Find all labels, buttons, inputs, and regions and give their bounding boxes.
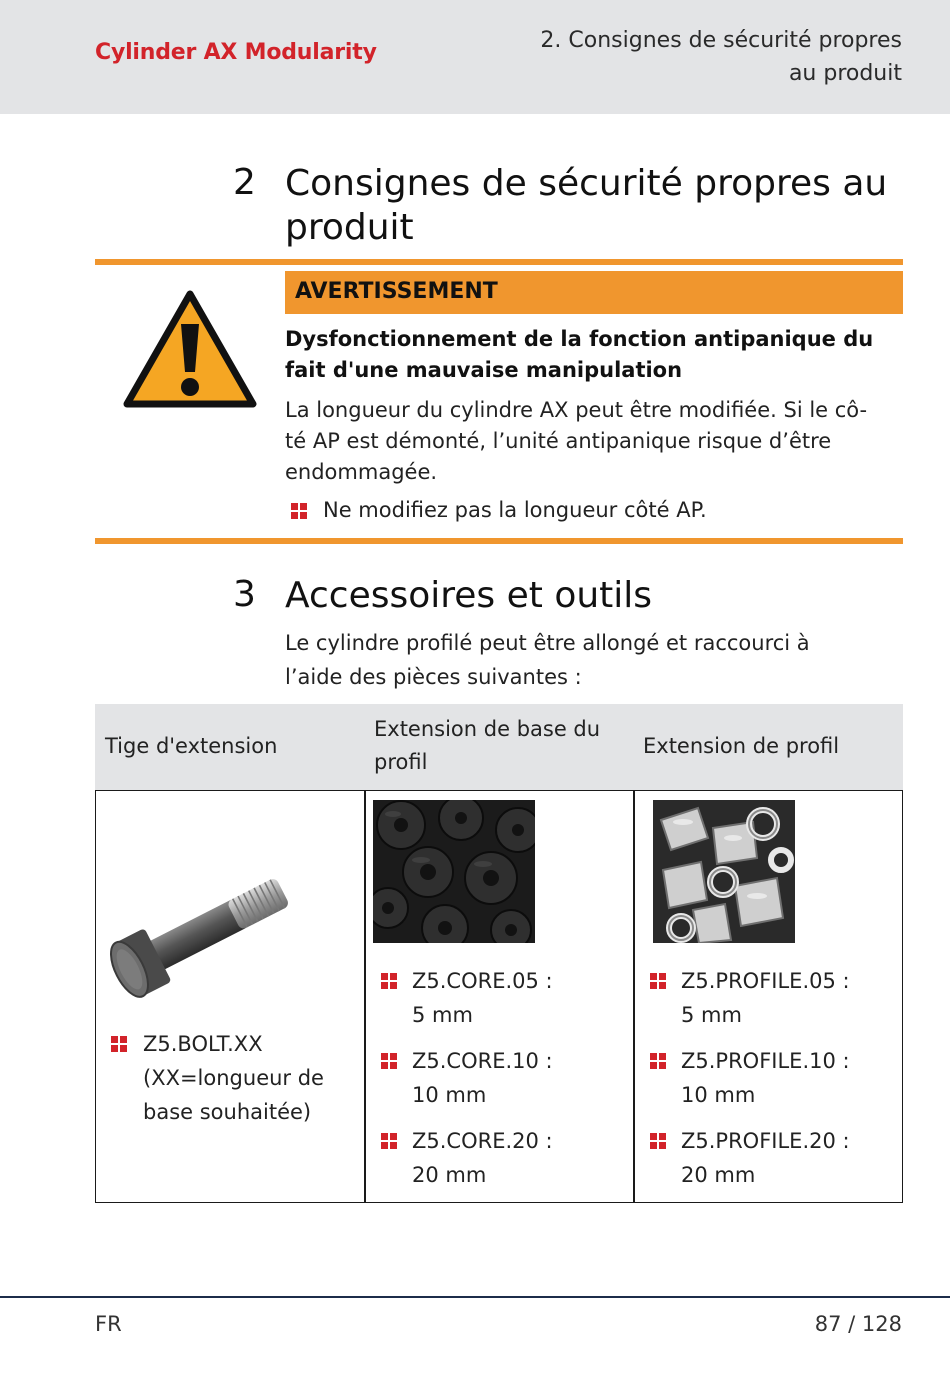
table-header-col3 xyxy=(643,730,839,763)
table-header-col1-text: Tige d'extension xyxy=(105,734,278,758)
warning-top-rule xyxy=(95,259,903,265)
warning-bottom-rule xyxy=(95,538,903,544)
item-code: Z5.CORE.10 : xyxy=(412,1049,553,1073)
core-extensions-photo xyxy=(373,800,535,943)
warning-body-line1: La longueur du cylindre AX peut être modifiée. Si le cô- xyxy=(285,398,868,422)
bullet-icon xyxy=(381,973,397,989)
section2-title xyxy=(285,162,903,250)
bullet-icon xyxy=(381,1053,397,1069)
warning-body-line3: endommagée. xyxy=(285,460,438,484)
list-item xyxy=(681,1044,850,1112)
list-item xyxy=(412,964,553,1032)
table-header-col2-line2: profil xyxy=(374,750,428,774)
warning-body-line2: té AP est démonté, l’unité antipanique risque d’être xyxy=(285,429,832,453)
bullet-icon xyxy=(650,1053,666,1069)
list-item xyxy=(143,1027,358,1129)
warning-subtitle-line2: fait d'une mauvaise manipulation xyxy=(285,358,683,382)
footer-language: FR xyxy=(95,1312,122,1336)
warning-subtitle xyxy=(285,324,903,386)
item-code: Z5.PROFILE.20 : xyxy=(681,1129,850,1153)
item-code: Z5.CORE.05 : xyxy=(412,969,553,993)
section3-intro-line2: l’aide des pièces suivantes : xyxy=(285,665,582,689)
table-header-col2 xyxy=(374,713,629,779)
bullet-icon xyxy=(650,973,666,989)
section3-intro-line1: Le cylindre profilé peut être allongé et raccourci à xyxy=(285,631,810,655)
item-length: 5 mm xyxy=(681,1003,742,1027)
bullet-icon xyxy=(381,1133,397,1149)
item-note-line1: (XX=longueur de xyxy=(143,1066,324,1090)
table-header-col2-line1: Extension de base du xyxy=(374,717,601,741)
table-divider xyxy=(633,790,635,1203)
warning-instruction: Ne modifiez pas la longueur côté AP. xyxy=(323,498,707,522)
item-note-line2: base souhaitée) xyxy=(143,1100,312,1124)
list-item xyxy=(412,1124,553,1192)
item-code: Z5.CORE.20 : xyxy=(412,1129,553,1153)
extension-bolt-image xyxy=(103,858,303,1008)
table-header-col1 xyxy=(105,730,277,763)
item-code: Z5.PROFILE.05 : xyxy=(681,969,850,993)
item-length: 5 mm xyxy=(412,1003,473,1027)
header-section-line1: 2. Consignes de sécurité propres xyxy=(540,28,902,53)
warning-subtitle-line1: Dysfonctionnement de la fonction antipanique du xyxy=(285,327,874,351)
item-length: 10 mm xyxy=(412,1083,487,1107)
list-item xyxy=(681,964,850,1032)
bullet-icon xyxy=(291,503,307,519)
footer-rule xyxy=(0,1296,950,1298)
item-length: 10 mm xyxy=(681,1083,756,1107)
warning-label: AVERTISSEMENT xyxy=(295,279,498,304)
bullet-icon xyxy=(111,1036,127,1052)
warning-label-bar xyxy=(285,271,903,314)
bullet-icon xyxy=(650,1133,666,1149)
table-divider xyxy=(364,790,366,1203)
item-length: 20 mm xyxy=(412,1163,487,1187)
brand-title: Cylinder AX Modularity xyxy=(95,40,377,65)
table-header-col3-text: Extension de profil xyxy=(643,734,840,758)
header-section-title xyxy=(482,24,902,90)
item-code: Z5.PROFILE.10 : xyxy=(681,1049,850,1073)
section2-title-line1: Consignes de sécurité propres au xyxy=(285,163,888,204)
warning-body xyxy=(285,395,903,488)
section3-title: Accessoires et outils xyxy=(285,575,653,616)
page-header xyxy=(0,0,950,114)
header-section-line2: au produit xyxy=(788,61,902,86)
profile-extensions-photo xyxy=(643,800,805,943)
warning-triangle-icon xyxy=(122,288,258,410)
list-item xyxy=(412,1044,553,1112)
section2-number: 2 xyxy=(233,162,256,203)
section3-number: 3 xyxy=(233,574,256,615)
section2-title-line2: produit xyxy=(285,207,414,248)
section3-intro xyxy=(285,626,885,694)
list-item xyxy=(681,1124,850,1192)
page-number: 87 / 128 xyxy=(814,1312,902,1336)
item-length: 20 mm xyxy=(681,1163,756,1187)
item-code: Z5.BOLT.XX xyxy=(143,1032,263,1056)
